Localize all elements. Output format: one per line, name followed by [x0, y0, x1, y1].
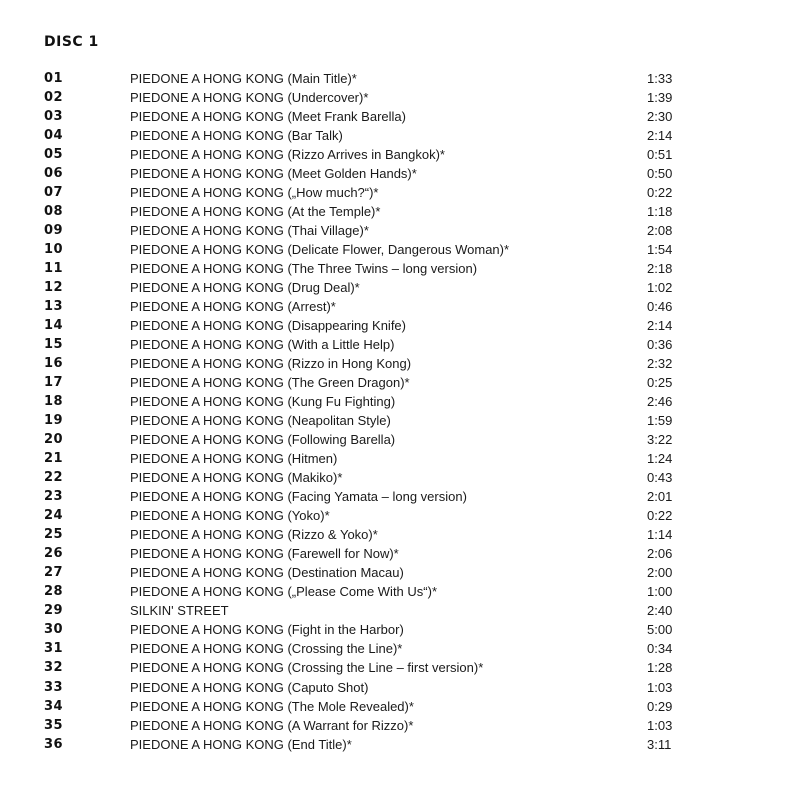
track-number: 20 [44, 432, 64, 448]
track-duration: 1:59 [647, 413, 673, 429]
track-title: PIEDONE A HONG KONG (Undercover)* [130, 90, 369, 106]
track-title: PIEDONE A HONG KONG (The Green Dragon)* [130, 375, 410, 391]
track-title: PIEDONE A HONG KONG (Bar Talk) [130, 128, 343, 144]
track-title: SILKIN' STREET [130, 603, 229, 619]
track-row [0, 335, 800, 354]
track-row [0, 88, 800, 107]
track-row [0, 126, 800, 145]
track-duration: 2:14 [647, 318, 673, 334]
track-duration: 2:06 [647, 546, 673, 562]
track-duration: 2:32 [647, 356, 673, 372]
track-number: 10 [44, 242, 64, 258]
track-row [0, 145, 800, 164]
track-title: PIEDONE A HONG KONG (Hitmen) [130, 451, 338, 467]
track-row [0, 107, 800, 126]
track-list [0, 69, 800, 754]
track-number: 03 [44, 109, 64, 125]
track-title: PIEDONE A HONG KONG (End Title)* [130, 736, 352, 752]
track-title: PIEDONE A HONG KONG (Arrest)* [130, 299, 336, 315]
track-duration: 1:28 [647, 660, 673, 676]
track-number: 09 [44, 223, 64, 239]
track-row [0, 449, 800, 468]
track-title: PIEDONE A HONG KONG (Crossing the Line – first version)* [130, 660, 484, 676]
track-title: PIEDONE A HONG KONG (The Three Twins – long version) [130, 261, 478, 277]
track-duration: 1:33 [647, 71, 673, 86]
track-duration: 0:46 [647, 299, 673, 315]
track-duration: 2:18 [647, 261, 673, 277]
track-title: PIEDONE A HONG KONG (A Warrant for Rizzo)* [130, 717, 414, 733]
track-number: 29 [44, 603, 64, 619]
track-title: PIEDONE A HONG KONG (Disappearing Knife) [130, 318, 406, 334]
track-duration: 0:43 [647, 470, 673, 486]
track-title: PIEDONE A HONG KONG (Fight in the Harbor) [130, 622, 404, 638]
track-number: 34 [44, 698, 64, 714]
track-title: PIEDONE A HONG KONG (Following Barella) [130, 432, 396, 448]
track-title: PIEDONE A HONG KONG (Rizzo in Hong Kong) [130, 356, 412, 372]
track-duration: 1:00 [647, 584, 673, 600]
disc-title: DISC 1 [44, 34, 99, 50]
track-number: 02 [44, 90, 64, 106]
track-duration: 2:30 [647, 109, 673, 125]
track-row [0, 582, 800, 601]
track-title: PIEDONE A HONG KONG („How much?“)* [130, 185, 379, 201]
track-row [0, 639, 800, 658]
track-duration: 1:18 [647, 204, 673, 220]
track-number: 17 [44, 375, 64, 391]
track-row [0, 506, 800, 525]
track-number: 19 [44, 413, 64, 429]
track-number: 21 [44, 451, 64, 467]
track-title: PIEDONE A HONG KONG (Makiko)* [130, 470, 343, 486]
track-title: PIEDONE A HONG KONG (Neapolitan Style) [130, 413, 391, 429]
track-row [0, 697, 800, 716]
track-number: 13 [44, 299, 64, 315]
track-row [0, 69, 800, 88]
track-row [0, 240, 800, 259]
track-number: 05 [44, 147, 64, 163]
track-title: PIEDONE A HONG KONG (Drug Deal)* [130, 280, 360, 296]
track-number: 08 [44, 204, 64, 220]
track-duration: 1:14 [647, 527, 673, 543]
track-duration: 0:34 [647, 641, 673, 657]
track-row [0, 183, 800, 202]
track-title: PIEDONE A HONG KONG („Please Come With Us“)* [130, 584, 438, 600]
track-number: 16 [44, 356, 64, 372]
track-title: PIEDONE A HONG KONG (Thai Village)* [130, 223, 369, 239]
track-number: 31 [44, 641, 64, 657]
track-number: 18 [44, 394, 64, 410]
track-title: PIEDONE A HONG KONG (Delicate Flower, Dangerous Woman)* [130, 242, 510, 258]
track-row [0, 297, 800, 316]
track-row [0, 525, 800, 544]
track-number: 35 [44, 717, 64, 733]
track-number: 27 [44, 565, 64, 581]
track-duration: 0:50 [647, 166, 673, 182]
track-duration: 2:01 [647, 489, 673, 505]
track-row [0, 354, 800, 373]
track-number: 33 [44, 679, 64, 695]
track-title: PIEDONE A HONG KONG (Yoko)* [130, 508, 330, 524]
track-row [0, 278, 800, 297]
track-row [0, 164, 800, 183]
track-number: 04 [44, 128, 64, 144]
track-number: 14 [44, 318, 64, 334]
track-duration: 0:51 [647, 147, 673, 163]
track-number: 15 [44, 337, 64, 353]
track-number: 23 [44, 489, 64, 505]
track-title: PIEDONE A HONG KONG (With a Little Help) [130, 337, 395, 353]
track-title: PIEDONE A HONG KONG (Destination Macau) [130, 565, 404, 581]
track-duration: 1:24 [647, 451, 673, 467]
track-row [0, 735, 800, 754]
track-number: 06 [44, 166, 64, 182]
track-duration: 1:54 [647, 242, 673, 258]
track-duration: 2:08 [647, 223, 673, 239]
track-title: PIEDONE A HONG KONG (Facing Yamata – long version) [130, 489, 467, 505]
track-duration: 2:14 [647, 128, 673, 144]
track-duration: 2:46 [647, 394, 673, 410]
track-duration: 0:25 [647, 375, 673, 391]
track-row [0, 468, 800, 487]
track-title: PIEDONE A HONG KONG (Rizzo & Yoko)* [130, 527, 378, 543]
track-row [0, 678, 800, 697]
track-duration: 5:00 [647, 622, 673, 638]
track-duration: 3:22 [647, 432, 673, 448]
track-number: 24 [44, 508, 64, 524]
track-row [0, 430, 800, 449]
track-title: PIEDONE A HONG KONG (Rizzo Arrives in Bangkok)* [130, 147, 445, 163]
track-row [0, 259, 800, 278]
track-title: PIEDONE A HONG KONG (Farewell for Now)* [130, 546, 399, 562]
track-title: PIEDONE A HONG KONG (Crossing the Line)* [130, 641, 403, 657]
track-number: 12 [44, 280, 64, 296]
track-duration: 2:00 [647, 565, 673, 581]
track-title: PIEDONE A HONG KONG (Main Title)* [130, 71, 357, 86]
track-duration: 1:03 [647, 679, 673, 695]
track-row [0, 411, 800, 430]
track-row [0, 316, 800, 335]
track-number: 11 [44, 261, 64, 277]
track-duration: 0:36 [647, 337, 673, 353]
track-duration: 1:03 [647, 717, 673, 733]
track-row [0, 202, 800, 221]
track-duration: 1:39 [647, 90, 673, 106]
track-row [0, 373, 800, 392]
track-row [0, 716, 800, 735]
track-duration: 1:02 [647, 280, 673, 296]
track-duration: 0:22 [647, 508, 673, 524]
track-row [0, 658, 800, 677]
track-duration: 2:40 [647, 603, 673, 619]
track-title: PIEDONE A HONG KONG (Meet Golden Hands)* [130, 166, 417, 182]
track-number: 22 [44, 470, 64, 486]
track-duration: 0:29 [647, 698, 673, 714]
track-title: PIEDONE A HONG KONG (Meet Frank Barella) [130, 109, 406, 125]
track-duration: 3:11 [647, 736, 672, 752]
track-number: 32 [44, 660, 64, 676]
track-number: 01 [44, 71, 64, 86]
track-row [0, 601, 800, 620]
track-number: 30 [44, 622, 64, 638]
track-row [0, 487, 800, 506]
track-number: 25 [44, 527, 64, 543]
track-number: 26 [44, 546, 64, 562]
track-number: 36 [44, 736, 64, 752]
track-title: PIEDONE A HONG KONG (Caputo Shot) [130, 679, 369, 695]
track-row [0, 392, 800, 411]
track-title: PIEDONE A HONG KONG (Kung Fu Fighting) [130, 394, 396, 410]
track-title: PIEDONE A HONG KONG (The Mole Revealed)* [130, 698, 414, 714]
track-number: 07 [44, 185, 64, 201]
track-row [0, 620, 800, 639]
track-row [0, 221, 800, 240]
track-row [0, 563, 800, 582]
track-number: 28 [44, 584, 64, 600]
track-duration: 0:22 [647, 185, 673, 201]
track-title: PIEDONE A HONG KONG (At the Temple)* [130, 204, 381, 220]
track-row [0, 544, 800, 563]
